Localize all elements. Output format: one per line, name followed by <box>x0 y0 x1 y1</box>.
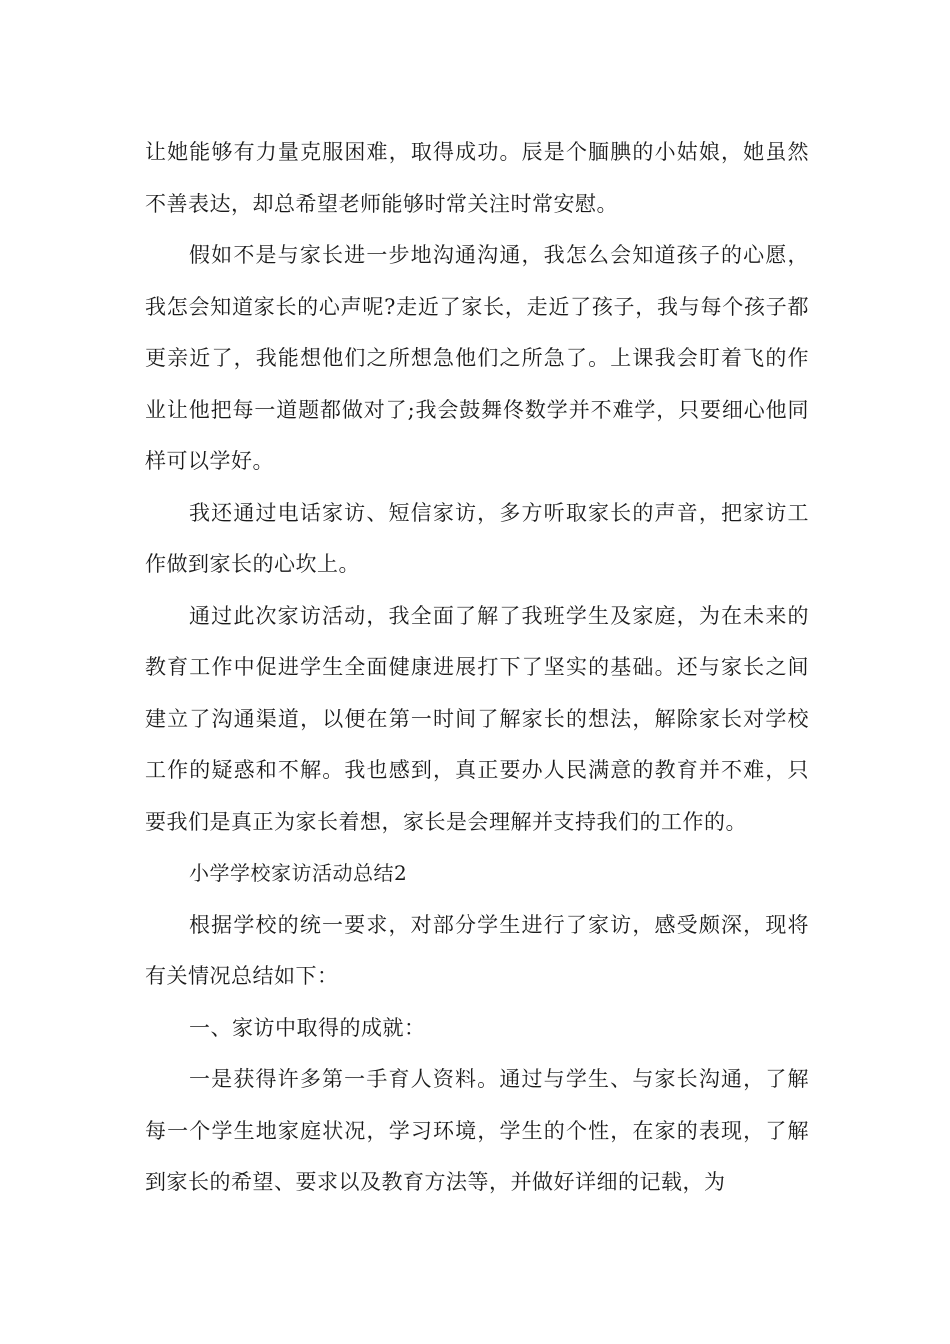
paragraph: 一、家访中取得的成就： <box>189 1015 426 1040</box>
document-body <box>145 127 809 1209</box>
paragraph: 一是获得许多第一手育人资料。通过与学生、与家长沟通，了解每一个学生地家庭状况，学习环境，学生的个性，在家的表现，了解到家长的希望、要求以及教育方法等，并做好详细的记载，为 <box>145 1067 809 1194</box>
paragraph: 假如不是与家长进一步地沟通沟通，我怎么会知道孩子的心愿，我怎会知道家长的心声呢?走近了家长，走近了孩子，我与每个孩子都更亲近了，我能想他们之所想急他们之所急了。上课我会盯着飞的作业让他把每一道题都做对了;我会鼓舞佟数学并不难学，只要细心他同样可以学好。 <box>145 243 809 473</box>
paragraph: 通过此次家访活动，我全面了解了我班学生及家庭，为在未来的教育工作中促进学生全面健康进展打下了坚实的基础。还与家长之间建立了沟通渠道，以便在第一时间了解家长的想法，解除家长对学校工作的疑惑和不解。我也感到，真正要办人民满意的教育并不难，只要我们是真正为家长着想，家长是会理解并支持我们的工作的。 <box>145 603 809 834</box>
paragraph: 根据学校的统一要求，对部分学生进行了家访，感受颇深，现将有关情况总结如下： <box>145 912 809 988</box>
section-title: 小学学校家访活动总结2 <box>189 861 408 885</box>
paragraph: 我还通过电话家访、短信家访，多方听取家长的声音，把家访工作做到家长的心坎上。 <box>145 500 809 576</box>
paragraph: 让她能够有力量克服困难，取得成功。辰是个腼腆的小姑娘，她虽然不善表达，却总希望老师能够时常关注时常安慰。 <box>145 140 809 216</box>
